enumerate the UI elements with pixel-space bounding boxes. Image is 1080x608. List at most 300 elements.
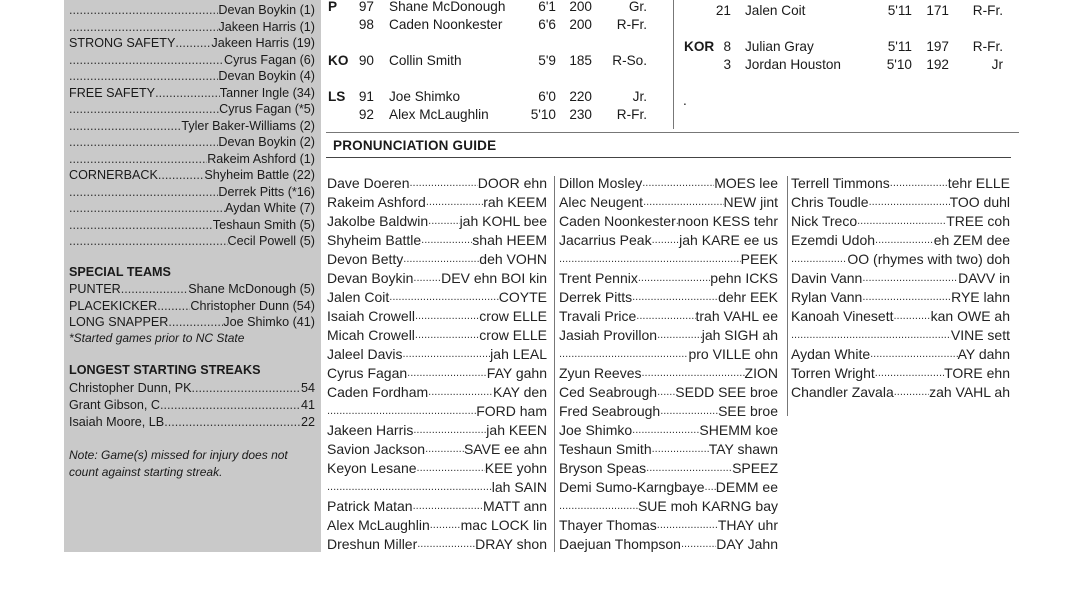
column-divider-2 [787, 176, 788, 416]
pronunciation: pehn ICKS [710, 270, 778, 286]
player-starts: Cyrus Fagan (6) [224, 52, 315, 67]
pronunciation: COYTE [498, 289, 547, 305]
special-teams-line [69, 281, 315, 297]
dot-leader [415, 307, 479, 326]
dot-leader [425, 440, 464, 459]
dot-leader [413, 269, 441, 288]
roster-weight: 192 [926, 57, 949, 72]
roster-weight: 197 [926, 39, 949, 54]
pronunciation-entry [559, 288, 778, 307]
pronunciation-entry [559, 231, 778, 250]
dot-leader [660, 402, 718, 421]
pronunciation-entry [327, 440, 547, 459]
depth-chart-line [69, 200, 315, 216]
player-name: Thayer Thomas [559, 517, 657, 533]
player-name: Alex McLaughlin [327, 517, 430, 533]
pronunciation: OO (rhymes with two) doh [847, 251, 1010, 267]
dot-leader [413, 497, 483, 516]
dot-leader [415, 326, 479, 345]
pronunciation-entry [327, 174, 547, 193]
streak-count: 54 [300, 381, 315, 395]
dot-leader [657, 326, 702, 345]
longest-streaks-heading: LONGEST STARTING STREAKS [69, 363, 261, 377]
pronunciation: jah KOHL bee [459, 213, 547, 229]
player-starts: Shyheim Battle (22) [204, 168, 315, 182]
pronunciation-entry [559, 307, 778, 326]
pronunciation: DRAY shon [475, 536, 547, 552]
depth-chart-sidebar [64, 0, 321, 552]
dot-leader [869, 193, 950, 212]
pronunciation-entry [327, 193, 547, 212]
pronunciation-entry [559, 174, 778, 193]
dot-leader [410, 174, 478, 193]
pronunciation: tehr ELLE [947, 175, 1010, 191]
streak-line [69, 397, 315, 413]
dot-leader [417, 459, 485, 478]
roster-player-name: Shane McDonough [389, 0, 506, 14]
player-name: Keyon Lesane [327, 460, 417, 476]
player-name: Isaiah Crowell [327, 308, 415, 324]
dot-leader [121, 281, 189, 297]
dot-leader [632, 288, 718, 307]
pronunciation: PEEK [740, 251, 778, 267]
pronunciation-entry [327, 288, 547, 307]
roster-class-year: Jr [991, 57, 1003, 72]
dot-leader [705, 478, 716, 497]
pronunciation: mac LOCK lin [460, 517, 547, 533]
position-label: LONG SNAPPER [69, 315, 169, 329]
pronunciation-entry [791, 383, 1010, 402]
player-name: Teshaun Smith [559, 441, 652, 457]
pronunciation: AY dahn [957, 346, 1010, 362]
pronunciation-entry [791, 345, 1010, 364]
pronunciation-entry [559, 326, 778, 345]
roster-height: 6'6 [538, 17, 556, 32]
player-starts: Christopher Dunn (54) [190, 298, 315, 313]
pronunciation-entry [559, 459, 778, 478]
pronunciation: jah KEEN [486, 422, 547, 438]
streak-count: 41 [300, 398, 315, 412]
dot-leader [857, 212, 946, 231]
dot-leader [155, 85, 220, 101]
roster-player-name: Alex McLaughlin [389, 107, 489, 122]
dot-leader [428, 383, 493, 402]
roster-player-name: Collin Smith [389, 53, 462, 68]
position-label: PUNTER [69, 282, 121, 296]
player-starts: Devan Boykin (1) [218, 3, 315, 17]
dot-leader [69, 134, 218, 150]
pronunciation: SAVE ee ahn [463, 441, 547, 457]
player-name: Caden Noonkester [559, 213, 676, 229]
player-name: Demi Sumo-Karngbaye [559, 479, 705, 495]
depth-chart-line [69, 217, 315, 233]
player-name: Jaleel Davis [327, 346, 403, 362]
pronunciation: eh ZEM dee [933, 232, 1010, 248]
dot-leader [413, 421, 486, 440]
roster-height: 5'10 [530, 107, 556, 122]
player-name: Trent Pennix [559, 270, 638, 286]
pronunciation: crow ELLE [479, 327, 547, 343]
player-name: Derrek Pitts [559, 289, 633, 305]
player-name: Nick Treco [791, 213, 858, 229]
pronunciation: RYE lahn [951, 289, 1010, 305]
pronunciation-entry [327, 364, 547, 383]
dot-leader [791, 250, 847, 269]
player-starts: Jakeen Harris (1) [218, 19, 315, 34]
pronunciation: DEV ehn BOI kin [441, 270, 547, 286]
pronunciation: shah HEEM [472, 232, 547, 248]
pronunciation: jah LEAL [490, 346, 547, 362]
pronunciation: KEE yohn [484, 460, 547, 476]
pronunciation-entry [559, 193, 778, 212]
pronunciation: jah SIGH ah [701, 327, 778, 343]
pronunciation: DEMM ee [715, 479, 778, 495]
dot-leader [327, 478, 492, 497]
roster-jersey-number: 98 [358, 17, 374, 32]
roster-jersey-number: 3 [723, 57, 731, 72]
pronunciation: SPEEZ [732, 460, 778, 476]
player-name: Caden Fordham [327, 384, 429, 400]
roster-class-year: R-Fr. [616, 17, 647, 32]
depth-chart-line [69, 101, 315, 117]
dot-leader [652, 440, 709, 459]
pronunciation-entry [559, 364, 778, 383]
pronunciation: VINE sett [950, 327, 1010, 343]
pronunciation: SUE moh KARNG bay [637, 498, 778, 514]
pronunciation: NEW jint [723, 194, 778, 210]
dot-leader [175, 35, 211, 51]
dot-leader [646, 459, 732, 478]
dot-leader [652, 231, 680, 250]
pronunciation-entry [559, 497, 778, 516]
title-underline [326, 157, 1011, 158]
player-name: Chandler Zavala [791, 384, 894, 400]
pronunciation-entry [559, 440, 778, 459]
player-name: Dreshun Miller [327, 536, 418, 552]
dot-leader [430, 516, 461, 535]
pronunciation-entry [559, 345, 778, 364]
pronunciation-entry [559, 269, 778, 288]
pronunciation-entry [327, 212, 547, 231]
pronunciation: zah VAHL ah [929, 384, 1010, 400]
pronunciation-entry [327, 307, 547, 326]
roster-class-year: Jr. [632, 89, 647, 104]
pronunciation-entry [559, 535, 778, 554]
player-name: Torren Wright [791, 365, 875, 381]
pronunciation: TREE coh [946, 213, 1010, 229]
player-name: Davin Vann [791, 270, 863, 286]
player-name: Devon Betty [327, 251, 404, 267]
roster-weight: 171 [926, 3, 949, 18]
roster-class-year: R-Fr. [972, 3, 1003, 18]
player-name: Jakeen Harris [327, 422, 414, 438]
dot-leader [890, 174, 948, 193]
pronunciation-entry [559, 516, 778, 535]
pronunciation-entry [559, 478, 778, 497]
pronunciation-entry [327, 250, 547, 269]
dot-leader [69, 233, 228, 249]
pronunciation-entry [559, 421, 778, 440]
pronunciation-entry [791, 288, 1010, 307]
pronunciation-entry [327, 459, 547, 478]
roster-height: 5'11 [887, 39, 912, 54]
roster-height: 5'9 [538, 53, 556, 68]
special-teams-heading: SPECIAL TEAMS [69, 265, 171, 279]
player-name: Jacarrius Peak [559, 232, 652, 248]
dot-leader [657, 383, 675, 402]
roster-weight: 220 [569, 89, 592, 104]
depth-chart-line [69, 35, 315, 51]
pronunciation-entry [559, 250, 778, 269]
dot-leader [426, 193, 483, 212]
streak-note: Note: Game(s) missed for injury does not count against starting streak. [69, 448, 288, 479]
column-divider-1 [554, 176, 555, 552]
roster-height: 5'10 [886, 57, 912, 72]
pronunciation: lah SAIN [491, 479, 547, 495]
player-starts: Joe Shimko (41) [223, 315, 315, 329]
dot-leader [69, 200, 225, 216]
depth-chart-line [69, 19, 315, 35]
player-starts: Tanner Ingle (34) [219, 85, 315, 100]
depth-chart-line [69, 2, 315, 18]
pronunciation-entry [327, 345, 547, 364]
player-name: Zyun Reeves [559, 365, 642, 381]
pronunciation-entry [327, 478, 547, 497]
player-name: Devan Boykin [327, 270, 414, 286]
dot-leader [192, 380, 301, 396]
dot-leader [168, 314, 223, 330]
player-name: Daejuan Thompson [559, 536, 681, 552]
player-name: Dillon Mosley [559, 175, 643, 191]
section-rule [326, 132, 1019, 133]
pronunciation-guide-title: PRONUNCIATION GUIDE [333, 138, 497, 153]
depth-chart-line [69, 68, 315, 84]
position-label: STRONG SAFETY [69, 36, 176, 50]
roster-height: 6'0 [538, 89, 556, 104]
player-starts: Derrek Pitts (*16) [218, 184, 315, 199]
dot-leader [894, 307, 931, 326]
dot-leader [643, 193, 723, 212]
player-starts: Shane McDonough (5) [188, 282, 315, 296]
dot-leader [69, 217, 213, 233]
dot-leader [403, 250, 479, 269]
dot-leader [657, 516, 718, 535]
player-name: Alec Neugent [559, 194, 644, 210]
pronunciation-entry [559, 212, 778, 231]
dot-leader [632, 421, 699, 440]
pronunciation: rah KEEM [483, 194, 547, 210]
roster-jersey-number: 90 [358, 53, 374, 68]
position-label: CORNERBACK [69, 168, 158, 182]
pronunciation-entry [791, 307, 1010, 326]
dot-leader [69, 19, 218, 35]
player-name: Shyheim Battle [327, 232, 422, 248]
player-label: Isaiah Moore, LB [69, 415, 165, 429]
pronunciation-entry [559, 383, 778, 402]
depth-chart-line [69, 167, 315, 183]
streak-count: 22 [300, 415, 315, 429]
dot-leader [559, 345, 688, 364]
dot-leader [428, 212, 459, 231]
dot-leader [559, 497, 638, 516]
dot-leader [69, 101, 219, 117]
pronunciation: deh VOHN [479, 251, 547, 267]
player-name: Savion Jackson [327, 441, 426, 457]
player-name: Cyrus Fagan [327, 365, 408, 381]
dot-leader [69, 118, 181, 134]
dot-leader [559, 250, 741, 269]
pronunciation: FAY gahn [486, 365, 547, 381]
pronunciation: FORD ham [476, 403, 547, 419]
pronunciation: THAY uhr [717, 517, 778, 533]
roster-position: KOR [684, 39, 715, 54]
roster-player-name: Joe Shimko [389, 89, 461, 104]
dot-leader [870, 345, 957, 364]
player-label: Grant Gibson, C [69, 398, 160, 412]
player-name: Rakeim Ashford [327, 194, 426, 210]
roster-jersey-number: 21 [715, 3, 731, 18]
pronunciation-entry [791, 269, 1010, 288]
dot-leader [421, 231, 472, 250]
dot-leader [642, 174, 714, 193]
roster-jersey-number: 91 [358, 89, 374, 104]
roster-weight: 185 [569, 53, 592, 68]
depth-chart-line [69, 118, 315, 134]
position-label: FREE SAFETY [69, 85, 156, 100]
pronunciation-entry [327, 269, 547, 288]
pronunciation-entry [791, 212, 1010, 231]
dot-leader [791, 326, 951, 345]
pronunciation: dehr EEK [718, 289, 778, 305]
pronunciation: KAY den [493, 384, 547, 400]
dot-leader [69, 52, 224, 68]
player-name: Kanoah Vinesett [791, 308, 894, 324]
player-name: Terrell Timmons [791, 175, 890, 191]
roster-class-year: R-Fr. [616, 107, 647, 122]
pronunciation: MATT ann [482, 498, 547, 514]
streak-line [69, 380, 315, 396]
depth-chart-line [69, 233, 315, 249]
player-name: Dave Doeren [327, 175, 410, 191]
pronunciation: TORE ehn [944, 365, 1010, 381]
roster-class-year: R-Fr. [972, 39, 1003, 54]
dot-leader [69, 151, 207, 167]
player-name: Rylan Vann [791, 289, 863, 305]
player-starts: Cyrus Fagan (*5) [219, 102, 315, 116]
pronunciation: TOO duhl [949, 194, 1010, 210]
player-starts: Teshaun Smith (5) [212, 217, 315, 232]
roster-jersey-number: 97 [358, 0, 374, 14]
pronunciation-column-3 [791, 174, 1010, 402]
roster-class-year: Gr. [628, 0, 647, 14]
pronunciation-entry [791, 174, 1010, 193]
pronunciation-column-1 [327, 174, 547, 554]
player-name: Jalen Coit [327, 289, 390, 305]
roster-divider [673, 0, 674, 129]
pronunciation-entry [327, 402, 547, 421]
roster-player-name: Julian Gray [745, 39, 814, 54]
pronunciation: TAY shawn [708, 441, 778, 457]
roster-player-name: Caden Noonkester [389, 17, 503, 32]
pronunciation-entry [559, 402, 778, 421]
dot-leader [327, 402, 476, 421]
dot-leader [638, 269, 710, 288]
player-name: Patrick Matan [327, 498, 413, 514]
pronunciation: SEDD SEE broe [675, 384, 778, 400]
special-teams-line [69, 298, 315, 314]
dot-leader [69, 2, 218, 18]
special-teams-line [69, 314, 315, 330]
roster-jersey-number: 8 [723, 39, 731, 54]
depth-chart-line [69, 52, 315, 68]
roster-height: 6'1 [538, 0, 556, 14]
pronunciation: jah KARE ee us [679, 232, 778, 248]
roster-class-year: R-So. [612, 53, 647, 68]
streak-line [69, 414, 315, 430]
dot-leader [894, 383, 929, 402]
roster-player-name: Jalen Coit [745, 3, 806, 18]
dot-leader [636, 307, 695, 326]
player-name: Joe Shimko [559, 422, 633, 438]
player-name: Jakolbe Baldwin [327, 213, 429, 229]
roster-position: P [328, 0, 338, 14]
pronunciation: MOES lee [714, 175, 778, 191]
dot-leader [641, 364, 744, 383]
roster-position: KO [328, 53, 349, 68]
player-starts: Rakeim Ashford (1) [207, 151, 315, 166]
roster-height: 5'11 [887, 3, 912, 18]
pronunciation-entry [791, 250, 1010, 269]
player-starts: Devan Boykin (4) [218, 69, 315, 83]
depth-chart-line [69, 184, 315, 200]
dot-leader [875, 231, 934, 250]
pronunciation-entry [327, 326, 547, 345]
roster-weight: 200 [569, 0, 592, 14]
depth-chart-line [69, 134, 315, 150]
pronunciation: noon KESS tehr [677, 213, 778, 229]
roster-player-name: Jordan Houston [745, 57, 841, 72]
dot-leader [158, 167, 205, 183]
dot-leader [875, 364, 944, 383]
player-starts: Tyler Baker-Williams (2) [181, 118, 315, 133]
player-name: Jasiah Provillon [559, 327, 658, 343]
dot-leader [160, 397, 301, 413]
pronunciation-entry [791, 193, 1010, 212]
dot-leader [157, 298, 190, 314]
player-name: Ced Seabrough [559, 384, 658, 400]
pronunciation-entry [327, 497, 547, 516]
pronunciation-entry [791, 326, 1010, 345]
player-name: Bryson Speas [559, 460, 647, 476]
pronunciation-column-2 [559, 174, 778, 554]
pronunciation: SEE broe [718, 403, 778, 419]
pronunciation: crow ELLE [479, 308, 547, 324]
player-name: Micah Crowell [327, 327, 415, 343]
roster-weight: 200 [569, 17, 592, 32]
player-starts: Cecil Powell (5) [227, 234, 315, 248]
player-starts: Jakeen Harris (19) [211, 36, 315, 50]
dot-leader [681, 535, 716, 554]
player-name: Ezemdi Udoh [791, 232, 876, 248]
player-label: Christopher Dunn, PK [69, 381, 192, 395]
pronunciation-entry [791, 364, 1010, 383]
player-name: Aydan White [791, 346, 871, 362]
pronunciation: pro VILLE ohn [688, 346, 778, 362]
pronunciation: DOOR ehn [477, 175, 547, 191]
roster-jersey-number: 92 [358, 107, 374, 122]
pronunciation-entry [791, 231, 1010, 250]
pronunciation: DAY Jahn [716, 536, 778, 552]
